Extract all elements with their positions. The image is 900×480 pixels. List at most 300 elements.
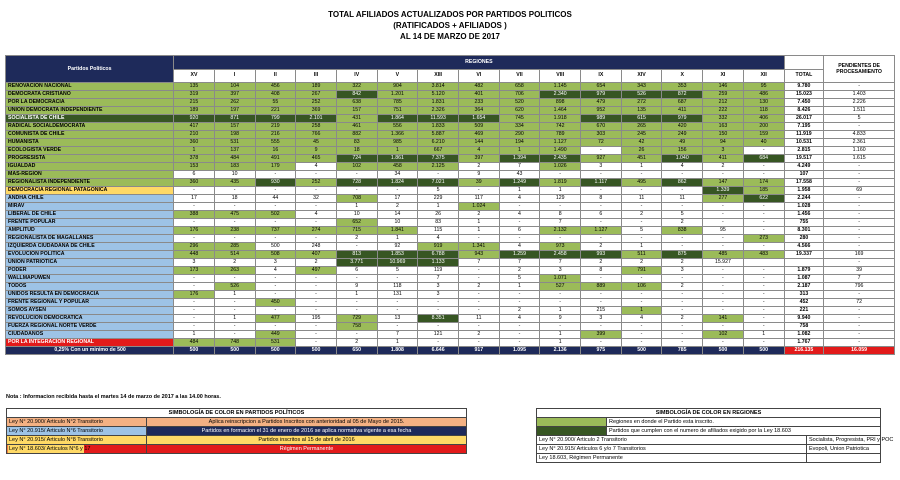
region-value: 411 <box>662 107 703 115</box>
region-value: 179 <box>255 163 296 171</box>
legend-law: Ley N° 20.915/ Articulo N°6 Transitorio <box>7 427 147 436</box>
region-value: 483 <box>743 251 784 259</box>
row-pending: - <box>824 331 895 339</box>
legend-parties: Evopoli, Union Patriotica <box>807 445 881 454</box>
region-value: - <box>458 235 499 243</box>
region-value: 364 <box>458 107 499 115</box>
row-pending: 796 <box>824 283 895 291</box>
legend-law: Ley N° 20.915/ Articulos 6 y/o 7 Transitorios <box>537 445 807 454</box>
region-value: 407 <box>296 251 337 259</box>
region-value: - <box>336 299 377 307</box>
region-value: 435 <box>214 179 255 187</box>
region-value: - <box>296 235 337 243</box>
region-value: 14 <box>377 211 418 219</box>
region-value: - <box>214 323 255 331</box>
region-value: - <box>458 291 499 299</box>
region-value: 118 <box>743 107 784 115</box>
legend-swatch <box>537 418 607 427</box>
region-value: 1 <box>540 339 581 347</box>
region-value: - <box>377 187 418 195</box>
table-row <box>6 227 895 235</box>
table-row <box>6 259 895 267</box>
region-value: 3 <box>540 267 581 275</box>
region-value: 1 <box>540 331 581 339</box>
region-value: 620 <box>499 107 540 115</box>
region-value: 49 <box>662 139 703 147</box>
region-value: - <box>214 331 255 339</box>
region-value: 15.927 <box>703 259 744 267</box>
region-value: 144 <box>458 139 499 147</box>
party-name: UNION DEMOCRATA INDEPENDIENTE <box>6 107 174 115</box>
region-value: 871 <box>214 115 255 123</box>
region-value: 221 <box>255 107 296 115</box>
region-value: 34 <box>377 171 418 179</box>
region-value: 334 <box>499 123 540 131</box>
row-total: 19.337 <box>784 251 824 259</box>
region-value: 10.969 <box>377 259 418 267</box>
region-value: 2 <box>662 283 703 291</box>
region-value: 1 <box>336 203 377 211</box>
region-value: 1.366 <box>377 131 418 139</box>
minimum-value: 785 <box>662 347 703 355</box>
row-total: 10.531 <box>784 139 824 147</box>
region-value: 174 <box>743 179 784 187</box>
region-value: 2 <box>581 243 622 251</box>
party-name: UNION PATRIOTICA <box>6 259 174 267</box>
region-law-row <box>537 445 881 454</box>
region-value: - <box>255 171 296 179</box>
row-total: 313 <box>784 291 824 299</box>
region-value: - <box>662 339 703 347</box>
region-value: 7 <box>418 275 459 283</box>
region-value: - <box>621 323 662 331</box>
party-legend-title: SIMBOLOGÍA DE COLOR EN PARTIDOS POLÍTICOS <box>7 409 467 418</box>
region-value: 2 <box>458 283 499 291</box>
minimum-value: 500 <box>743 347 784 355</box>
region-value: 2.101 <box>296 115 337 123</box>
row-pending: - <box>824 83 895 91</box>
region-value: 194 <box>499 139 540 147</box>
region-value: 1.026 <box>540 163 581 171</box>
region-value: 216 <box>255 131 296 139</box>
region-value: 353 <box>662 83 703 91</box>
party-name: AMPLITUD <box>6 227 174 235</box>
region-value: 183 <box>214 163 255 171</box>
region-value: 397 <box>214 91 255 99</box>
region-value: - <box>703 283 744 291</box>
row-pending: - <box>824 227 895 235</box>
region-value: - <box>743 283 784 291</box>
region-value: 1.127 <box>581 227 622 235</box>
region-value: 1 <box>377 147 418 155</box>
party-name: PODER <box>6 267 174 275</box>
region-value: 684 <box>743 155 784 163</box>
region-value: 153 <box>174 163 215 171</box>
region-value: 1.259 <box>499 251 540 259</box>
region-value: - <box>662 291 703 299</box>
region-value: 979 <box>662 115 703 123</box>
region-value: - <box>621 171 662 179</box>
total-header: TOTAL <box>784 69 824 83</box>
region-value: 758 <box>336 323 377 331</box>
region-value: 2 <box>499 307 540 315</box>
region-value: 343 <box>621 83 662 91</box>
party-name: REVOLUCION DEMOCRATICA <box>6 315 174 323</box>
region-value: - <box>621 235 662 243</box>
party-name: SOCIALISTA DE CHILE <box>6 115 174 123</box>
minimum-value: 500 <box>296 347 337 355</box>
region-value: - <box>499 339 540 347</box>
region-value: 249 <box>662 131 703 139</box>
region-value: 83 <box>336 139 377 147</box>
region-value: 215 <box>581 307 622 315</box>
region-value: - <box>499 299 540 307</box>
row-total: 1.767 <box>784 339 824 347</box>
table-row <box>6 163 895 171</box>
region-value: - <box>703 243 744 251</box>
region-value: 979 <box>581 91 622 99</box>
row-total: 7.450 <box>784 99 824 107</box>
region-value: - <box>458 267 499 275</box>
region-value: - <box>581 147 622 155</box>
region-value: - <box>296 339 337 347</box>
legend-law: Ley N° 20.900/ Articulo 2 Transitorio <box>537 436 807 445</box>
region-value: 862 <box>662 179 703 187</box>
region-value: - <box>662 275 703 283</box>
region-value: - <box>458 307 499 315</box>
region-value: 26 <box>418 211 459 219</box>
region-value: 222 <box>703 107 744 115</box>
region-value: 219 <box>255 123 296 131</box>
region-value: 724 <box>336 155 377 163</box>
region-value: 2 <box>458 331 499 339</box>
row-total: 4.566 <box>784 243 824 251</box>
region-value: 2 <box>336 235 377 243</box>
region-value: - <box>743 315 784 323</box>
region-value: 484 <box>214 155 255 163</box>
region-value: - <box>296 171 337 179</box>
region-header: X <box>662 69 703 83</box>
region-value: 1.833 <box>418 123 459 131</box>
table-row <box>6 99 895 107</box>
region-value: - <box>418 323 459 331</box>
row-pending: - <box>824 195 895 203</box>
region-value: 18 <box>336 147 377 155</box>
region-value: 706 <box>499 91 540 99</box>
legend-swatch <box>537 427 607 436</box>
minimum-value: 2.136 <box>540 347 581 355</box>
region-value: 2 <box>296 259 337 267</box>
table-row <box>6 339 895 347</box>
report-date: AL 14 DE MARZO DE 2017 <box>400 32 500 41</box>
region-value: 1 <box>458 219 499 227</box>
row-pending: - <box>824 339 895 347</box>
region-value: 9 <box>458 171 499 179</box>
region-value: - <box>418 339 459 347</box>
row-total: 755 <box>784 219 824 227</box>
region-value: - <box>621 339 662 347</box>
row-pending: 2.226 <box>824 99 895 107</box>
region-value: 7.375 <box>418 155 459 163</box>
region-value: - <box>336 331 377 339</box>
region-value: 638 <box>336 99 377 107</box>
table-row <box>6 211 895 219</box>
table-row <box>6 323 895 331</box>
region-value: 3 <box>174 259 215 267</box>
region-value: - <box>336 171 377 179</box>
row-total: 1.456 <box>784 211 824 219</box>
region-legend-row <box>537 427 881 436</box>
region-value: - <box>743 275 784 283</box>
region-value: 511 <box>621 251 662 259</box>
table-row <box>6 203 895 211</box>
table-row <box>6 331 895 339</box>
region-value: 475 <box>214 211 255 219</box>
region-value: - <box>174 307 215 315</box>
region-value: 491 <box>255 155 296 163</box>
region-value: 751 <box>377 107 418 115</box>
region-value: 479 <box>581 99 622 107</box>
region-value: 1.841 <box>377 227 418 235</box>
region-value: - <box>703 203 744 211</box>
region-value: 135 <box>621 107 662 115</box>
party-name: POR LA INTEGRACION REGIONAL <box>6 339 174 347</box>
region-value: 200 <box>743 123 784 131</box>
region-value: 1 <box>499 187 540 195</box>
region-value: 3 <box>418 283 459 291</box>
region-value: - <box>743 323 784 331</box>
region-value: 1 <box>214 315 255 323</box>
region-value: 1 <box>418 203 459 211</box>
minimum-value: 500 <box>255 347 296 355</box>
region-value: - <box>662 235 703 243</box>
row-pending: - <box>824 171 895 179</box>
row-pending: - <box>824 163 895 171</box>
region-value: 141 <box>703 315 744 323</box>
region-value: 785 <box>377 99 418 107</box>
region-value: 6.788 <box>418 251 459 259</box>
region-value: 1 <box>621 163 662 171</box>
region-value: 6 <box>174 171 215 179</box>
region-value: 4 <box>255 267 296 275</box>
region-value: 135 <box>174 83 215 91</box>
region-value: 2 <box>336 339 377 347</box>
region-value: 687 <box>662 99 703 107</box>
region-value: 3 <box>418 291 459 299</box>
region-value: 119 <box>418 267 459 275</box>
table-row <box>6 291 895 299</box>
table-row <box>6 187 895 195</box>
region-value: - <box>581 235 622 243</box>
row-total: 1.028 <box>784 203 824 211</box>
row-total: 1.087 <box>784 275 824 283</box>
region-value: 670 <box>581 123 622 131</box>
region-value: - <box>662 171 703 179</box>
region-value: - <box>581 171 622 179</box>
region-value: - <box>377 307 418 315</box>
minimum-value: 500 <box>214 347 255 355</box>
region-value: - <box>743 243 784 251</box>
region-value: 838 <box>662 227 703 235</box>
region-value: 904 <box>377 83 418 91</box>
region-value: - <box>703 291 744 299</box>
row-pending: - <box>824 259 895 267</box>
region-value: - <box>255 187 296 195</box>
region-value: 10 <box>214 171 255 179</box>
region-value: 556 <box>377 123 418 131</box>
region-value: 1 <box>214 291 255 299</box>
region-value: 11 <box>458 315 499 323</box>
region-value: - <box>703 235 744 243</box>
region-value: 7 <box>540 219 581 227</box>
region-value: 102 <box>703 331 744 339</box>
region-value: 791 <box>621 267 662 275</box>
row-pending: 5 <box>824 115 895 123</box>
region-value: 2.458 <box>540 251 581 259</box>
region-value: 212 <box>703 99 744 107</box>
region-value: 3 <box>703 147 744 155</box>
region-value: 5 <box>662 211 703 219</box>
minimum-label: 0,25% Con un minimo de 500 <box>6 347 174 355</box>
region-value: 319 <box>174 91 215 99</box>
region-header: XV <box>174 69 215 83</box>
region-value: - <box>214 187 255 195</box>
region-value: 8 <box>581 195 622 203</box>
region-value: 502 <box>255 211 296 219</box>
region-value: 658 <box>499 83 540 91</box>
region-value: - <box>743 307 784 315</box>
region-header: III <box>296 69 337 83</box>
region-value: 7 <box>499 259 540 267</box>
row-total: 26.017 <box>784 115 824 123</box>
region-value: 1 <box>743 331 784 339</box>
party-name: POR LA DEMOCRACIA <box>6 99 174 107</box>
row-pending: 72 <box>824 299 895 307</box>
region-value: - <box>458 323 499 331</box>
region-value: - <box>703 211 744 219</box>
region-value: - <box>499 203 540 211</box>
region-value: 2 <box>377 203 418 211</box>
region-header: II <box>255 69 296 83</box>
region-value: 4 <box>296 163 337 171</box>
region-value: 789 <box>540 131 581 139</box>
minimum-value: 1.095 <box>499 347 540 355</box>
region-value: 508 <box>255 251 296 259</box>
party-name: MAS-REGION <box>6 171 174 179</box>
row-pending: 1.160 <box>824 147 895 155</box>
region-value: 104 <box>214 83 255 91</box>
region-value: - <box>581 203 622 211</box>
row-pending: 1.615 <box>824 155 895 163</box>
region-value: 1.464 <box>540 107 581 115</box>
region-value: 526 <box>214 283 255 291</box>
party-name: RENOVACION NACIONAL <box>6 83 174 91</box>
party-name: FUERZA REGIONAL NORTE VERDE <box>6 323 174 331</box>
legend-description: Partidos que cumplen con el numero de afiliados exigido por la Ley 18.603 <box>607 427 881 436</box>
region-value: 766 <box>296 131 337 139</box>
region-value: 920 <box>174 115 215 123</box>
region-value: 1.824 <box>377 179 418 187</box>
region-value: 198 <box>214 131 255 139</box>
region-value: 6 <box>499 227 540 235</box>
region-value: 1 <box>377 339 418 347</box>
region-value: 4 <box>499 195 540 203</box>
region-value: 9 <box>336 283 377 291</box>
region-value: 497 <box>296 267 337 275</box>
region-value: 378 <box>174 155 215 163</box>
region-value: - <box>499 323 540 331</box>
region-value: 461 <box>336 123 377 131</box>
region-value: 943 <box>458 251 499 259</box>
region-header: I <box>214 69 255 83</box>
legend-law: Ley N° 18.603/ Articulos N°6 y 17 <box>7 445 147 454</box>
row-total: 280 <box>784 235 824 243</box>
region-law-row <box>537 436 881 445</box>
region-value: - <box>499 291 540 299</box>
region-value: 477 <box>255 315 296 323</box>
region-value: 4 <box>418 235 459 243</box>
region-value: - <box>703 219 744 227</box>
region-value: - <box>174 299 215 307</box>
region-value: - <box>214 203 255 211</box>
table-row <box>6 235 895 243</box>
legend-law: Ley 18.603, Régimen Permanente <box>537 454 807 463</box>
region-value: - <box>296 283 337 291</box>
region-value: - <box>418 307 459 315</box>
region-value: 117 <box>458 195 499 203</box>
footnote: Nota : Informacion recibida hasta el martes 14 de marzo de 2017 a las 14.00 horas. <box>6 394 221 400</box>
region-value: 1.117 <box>581 179 622 187</box>
region-value: 5 <box>418 187 459 195</box>
region-value: 42 <box>621 139 662 147</box>
row-pending: - <box>824 211 895 219</box>
region-value: 296 <box>174 243 215 251</box>
region-value: 176 <box>174 227 215 235</box>
row-total: 9.780 <box>784 83 824 91</box>
region-value: 399 <box>581 331 622 339</box>
region-value: - <box>621 203 662 211</box>
region-value: 16 <box>255 147 296 155</box>
table-row <box>6 307 895 315</box>
legend-parties <box>807 454 881 463</box>
grand-pending: 16.059 <box>824 347 895 355</box>
region-value: - <box>255 235 296 243</box>
region-value: 1 <box>499 283 540 291</box>
row-pending: - <box>824 291 895 299</box>
region-value: 1.864 <box>377 115 418 123</box>
region-value: 3 <box>581 163 622 171</box>
region-value: 919 <box>418 243 459 251</box>
party-name: PROGRESISTA <box>6 155 174 163</box>
region-value: - <box>743 339 784 347</box>
region-value: 1.394 <box>499 155 540 163</box>
region-value: 10 <box>336 211 377 219</box>
minimum-row <box>6 347 895 355</box>
region-value: 263 <box>214 267 255 275</box>
region-value: 43 <box>499 171 540 179</box>
row-pending: 4.833 <box>824 131 895 139</box>
region-value: 285 <box>214 243 255 251</box>
legend-parties: Socialista, Progresista, PRI y POC <box>807 436 881 445</box>
table-row <box>6 195 895 203</box>
grand-total: 216.135 <box>784 347 824 355</box>
region-value: 267 <box>296 91 337 99</box>
region-value: 6 <box>581 211 622 219</box>
region-value: 157 <box>336 107 377 115</box>
table-row <box>6 179 895 187</box>
region-value: 973 <box>540 243 581 251</box>
region-value: 1 <box>174 331 215 339</box>
